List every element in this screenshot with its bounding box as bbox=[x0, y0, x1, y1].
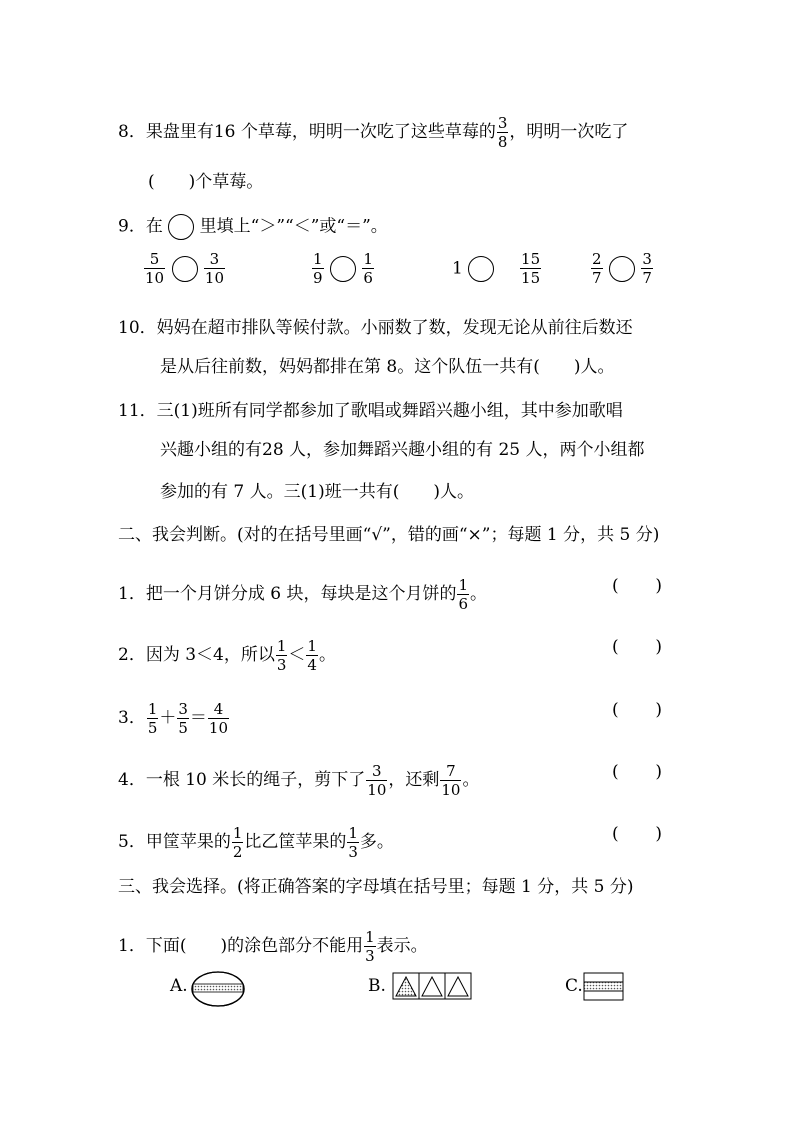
judge-3: 3． $\frac{1}{5}$ ＋ $\frac{3}{5}$ ＝ $\frac{4}{10}$ bbox=[118, 700, 229, 737]
q9-compare-1: $\frac{5}{10}$ $\frac{3}{10}$ bbox=[145, 250, 224, 287]
q8-line2: ( )个草莓。 bbox=[148, 172, 264, 192]
answer-parens[interactable]: ( ) bbox=[612, 700, 662, 720]
q9-instruction: 9．在 里填上“＞”“＜”或“＝”。 bbox=[118, 214, 388, 240]
q11-line2: 兴趣小组的有28 人，参加舞蹈兴趣小组的有 25 人，两个小组都 bbox=[160, 440, 645, 460]
q10-line2: 是从后往前数，妈妈都排在第 8。这个队伍一共有( )人。 bbox=[160, 357, 615, 377]
q11-line3: 参加的有 7 人。三(1)班一共有( )人。 bbox=[160, 482, 474, 502]
q11-line1: 11．三(1)班所有同学都参加了歌唱或舞蹈兴趣小组，其中参加歌唱 bbox=[118, 401, 623, 421]
q9-compare-4: $\frac{2}{7}$ $\frac{3}{7}$ bbox=[592, 250, 652, 287]
judge-4: 4．一根 10 米长的绳子，剪下了 $\frac{3}{10}$ ，还剩 $\frac{7}{10}$ 。 bbox=[118, 762, 480, 799]
option-a-ellipse-figure[interactable] bbox=[191, 970, 247, 1008]
choice-1: 1．下面( )的涂色部分不能用 $\frac{1}{3}$ 表示。 bbox=[118, 928, 428, 965]
section-2-title: 二、我会判断。(对的在括号里画“√”，错的画“×”；每题 1 分，共 5 分) bbox=[118, 525, 660, 545]
answer-circle[interactable] bbox=[468, 256, 494, 282]
answer-circle[interactable] bbox=[609, 256, 635, 282]
q10-line1: 10．妈妈在超市排队等候付款。小丽数了数，发现无论从前往后数还 bbox=[118, 318, 633, 338]
answer-parens[interactable]: ( ) bbox=[612, 762, 662, 782]
option-b-triangles-figure[interactable] bbox=[392, 972, 472, 1000]
option-b-label: B. bbox=[368, 976, 386, 996]
answer-parens[interactable]: ( ) bbox=[612, 824, 662, 844]
answer-circle[interactable] bbox=[330, 256, 356, 282]
answer-circle[interactable] bbox=[168, 214, 194, 240]
q9-compare-2: $\frac{1}{9}$ $\frac{1}{6}$ bbox=[313, 250, 373, 287]
judge-5: 5．甲筐苹果的 $\frac{1}{2}$ 比乙筐苹果的 $\frac{1}{3}$ 多。 bbox=[118, 824, 394, 861]
answer-circle[interactable] bbox=[172, 256, 198, 282]
answer-parens[interactable]: ( ) bbox=[612, 637, 662, 657]
option-a-label: A. bbox=[170, 976, 188, 996]
judge-2: 2．因为 3＜4，所以 $\frac{1}{3}$ ＜ $\frac{1}{4}$ 。 bbox=[118, 637, 336, 674]
q9-compare-3: 1 $\frac{15}{15}$ bbox=[452, 250, 541, 287]
q8-line1: 8．果盘里有16 个草莓，明明一次吃了这些草莓的 $\frac{3}{8}$ ，明明一次吃了 bbox=[118, 114, 629, 151]
judge-1: 1．把一个月饼分成 6 块，每块是这个月饼的 $\frac{1}{6}$ 。 bbox=[118, 576, 487, 613]
section-3-title: 三、我会选择。(将正确答案的字母填在括号里；每题 1 分，共 5 分) bbox=[118, 877, 634, 897]
option-c-label: C. bbox=[565, 976, 583, 996]
fraction: $\frac{3}{8}$ bbox=[497, 114, 508, 151]
answer-parens[interactable]: ( ) bbox=[612, 576, 662, 596]
option-c-rectangle-figure[interactable] bbox=[583, 972, 625, 1002]
